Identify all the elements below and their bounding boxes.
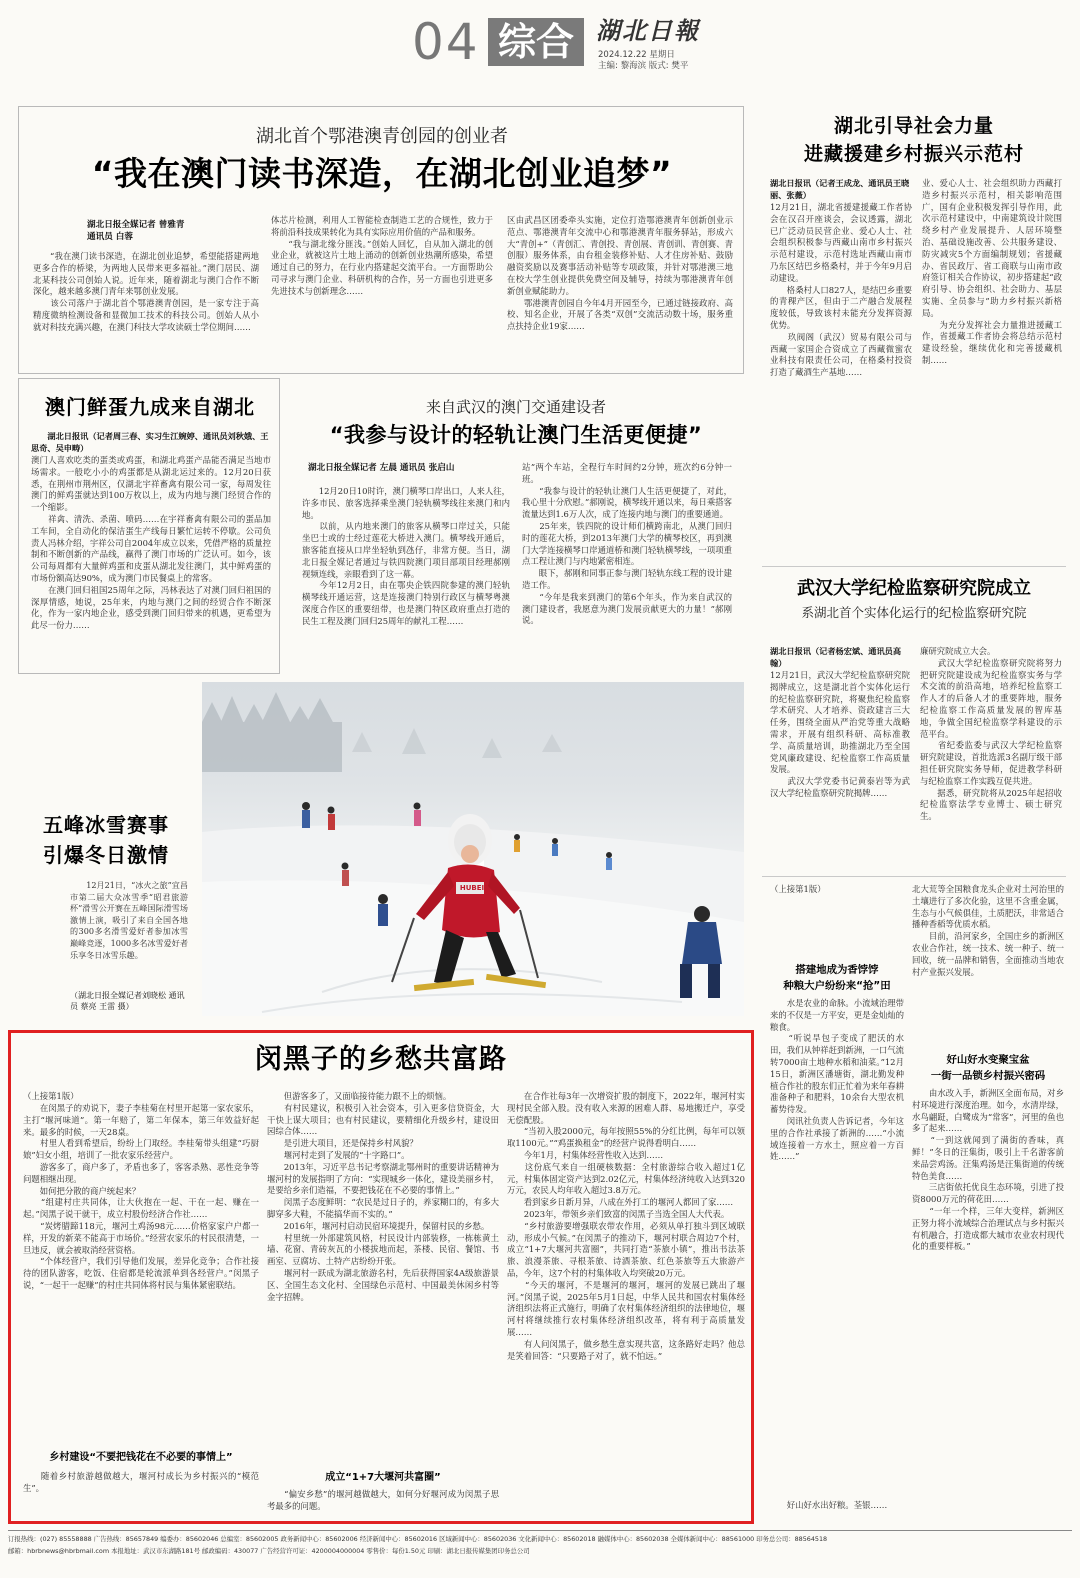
story6-col2: 但游客多了，又面临接待能力跟不上的烦恼。 有村民建议，积极引入社会资本，引入更多信贷资金，大干快上谋大项目；也有村民建议，要精细化升级乡村，建设田园综合体…… 是引进大项目，还是保持乡村风貌？ 堰河村走到了发展的“十字路口”。 2013年，习近平总书记考察湖北鄂州时的重要讲话精神为堰河村的发展指明了方向：“实现城乡一体化，建设美丽乡村，是要给乡亲们造福，不要把钱花在不必要的事情上。” 闵黑子态度鲜明：“农民是过日子的，养家糊口的，有多大脚穿多大鞋，不能搞华而不实的。” 2016年，堰河村启动民宿环境提升，保留村民的乡愁。 村里统一外部建筑风格，村民设计内部装修，一栋栋黄土墙、花窗、青砖灰瓦的小楼拔地而起，茶楼、民宿、餐馆、书画室、豆腐坊、土特产店纷纷开张。 堰河村一跃成为湖北旅游名村，先后获得国家4A级旅游景区、全国生态文化村、全国绿色示范村、中国最美休闲乡村等金字招牌。 [267, 1091, 499, 1302]
story6-col3: 在合作社每3年一次增资扩股的制度下，2022年，堰河村实现村民全部入股。没有收入来源的困难人群、易地搬迁户，享受无偿配股。 “当初入股2000元，每年按照55%的分红比例，每年可以领取1100元。”“鸡蛋换租金”的经营户说得看明白…… 今年1月，村集体经营性收入达到…… 这份底气来自一组硬核数据：全村旅游综合收入超过1亿元，村集体固定资产达到2.02亿元，村集体经济纯收入达到320万元，农民人均年收入超过3.8万元。 看到家乡日新月异，八成在外打工的堰河人都回了家…… 2023年，带领乡亲们致富的闵黑子当选全国人大代表。 “乡村旅游要增强联农带农作用，必须从单打独斗到区域联动，形成小气候。”在闵黑子的推动下，堰河村联合周边7个村，成立“1+7大堰河共富圈”，共同打造“茶旅小镇”，推出书法茶旅、浪漫茶旅、寻根茶旅、诗酒茶旅、红色茶旅等五大旅游产品，今年，这7个村的村集体收入均突破20万元。 “今天的堰河，不是堰河的堰河，堰河的发展已跳出了堰河。”闵黑子说，2025年5月1日起，中华人民共和国农村集体经济组织法将正式施行，明确了农村集体经济组织的法律地位，堰河村将继续推行农村集体经济组织改革，将有利于高质量发展…… 有人问闵黑子，做乡愁生意实现共富，这条路好走吗？他总是笑着回答：“只要路子对了，就不怕远。” [507, 1091, 745, 1361]
footer-rule [8, 1530, 1072, 1531]
story6-col2-subhead: 成立“1+7大堰河共富圈” [325, 1472, 441, 1483]
footer-line-1: 订报热线：(027) 85558888 广告热线：85657849 编委办：85602046 总编室：85602005 政务新闻中心：85602006 经济新闻中心：85602016 区域新闻中心：85602036 文化新闻中心：85602018 融媒体中心：85602038 全媒体新闻中心：88561000 印务总公司：88564518 [8, 1535, 828, 1543]
story3-kicker: 来自武汉的澳门交通建设者 [425, 398, 606, 416]
photo-caption: 12月21日，“冰火之旅”宜昌市第二届大众冰雪季“昭君旅游杯”滑雪公开赛在五峰国际滑雪场激情上演，吸引了来自全国各地的300多名滑雪爱好者参加冰雪巅峰竞逐，1000多名冰雪爱好者乐享冬日冰雪乐趣。 [70, 880, 188, 960]
story5-byline: 湖北日报讯（记者杨宏斌、通讯员高翰） [770, 646, 902, 668]
bib-label: HUBEI [459, 884, 485, 892]
story6-title: 闵黑子的乡愁共富路 [255, 1044, 507, 1075]
footer [0, 1530, 1080, 1578]
story1-col1: “我在澳门读书深造，在湖北创业追梦，希望能搭建两地更多合作的桥梁，为两地人民带来更多福祉。”澳门居民、湖北某科技公司创始人说。近年来，随着湖北与澳门合作不断深化，越来越多澳门青年来鄂创业发展。 该公司落户于湖北首个鄂港澳青创园，是一家专注于高精度微纳检测设备和显微加工技术的科技公司。创始人从小就对科技充满兴趣，在澳门科技大学攻读硕士学位期间…… [33, 251, 259, 332]
story6-col4-tail: 好山好水出好粮。荃银…… [770, 1500, 888, 1510]
story4-title: 湖北引导社会力量 进藏援建乡村振兴示范村 [803, 115, 1024, 165]
story2-title: 澳门鲜蛋九成来自湖北 [45, 395, 255, 419]
story6-continued-marker: （上接第1版） [770, 884, 826, 894]
story6-col4-subhead: 搭建地成为香饽饽 种粮大户纷纷来“抢”田 [783, 964, 891, 992]
editors-line: 主编: 黎海滨 版式: 樊平 [598, 61, 689, 71]
ski-scene [202, 682, 744, 1016]
story5-title: 武汉大学纪检监察研究院成立 [797, 578, 1031, 599]
story4-byline: 湖北日报讯（记者王成龙、通讯员王晓丽、张薇） [770, 178, 910, 200]
story1-col2: 体芯片检测，利用人工智能检查制造工艺的合规性，致力于将前沿科技成果转化为具有实际应用价值的产品和服务。 “我与湖北缘分匪浅。”创始人回忆，自从加入湖北的创业企业，就被这片土地上涌动的创新创业热潮所感染，希望通过自己的努力，在行业内搭建起交流平台。一方面帮助公司寻求与澳门企业、科研机构的合作，另一方面也引进更多先进技术与创新理念…… [271, 215, 493, 296]
story2-byline: 湖北日报讯（记者周三春、实习生江婉婷、通讯员刘秋娥、王思奇、吴申畴） [31, 431, 269, 453]
story1-kicker: 湖北首个鄂港澳青创园的创业者 [256, 126, 508, 147]
story-tibet-rural-revitalization [762, 106, 1066, 564]
story-whu-discipline-institute [762, 570, 1066, 870]
masthead [0, 0, 1080, 100]
story5-subtitle: 系湖北首个实体化运行的纪检监察研究院 [801, 605, 1027, 620]
photo-story-title: 五峰冰雪赛事 引爆冬日激情 [43, 813, 169, 867]
story6-col1: 在闵黑子的劝说下，妻子李桂菊在村里开起第一家农家乐，主打“堰河味道”。第一年赔了，第二年保本，第三年效益好起来。最多的时候，一天28桌。 村里人看到希望后，纷纷上门取经。李桂菊带头组建“巧厨娘”妇女小组，培训了一批农家乐经营户。 游客多了，商户多了，矛盾也多了，客客杀熟、恶性竞争等问题相继出现。 如何把分散的商户统起来？ “组建村庄共同体，让大伙抱在一起、干在一起、赚在一起。”闵黑子说干就干，成立村股份经济合作社…… “炭烤腊蹄118元，堰河土鸡汤98元……价格家家户户都一样，开发的新菜不能高于市场价。”经营农家乐的村民很清楚，一旦违反，就会被取消经营资格。 “个体经营户，我们引导他们发展，差异化竞争；合作社接待的团队游客，吃饭、住宿都是轮流派单到各经营户。”闵黑子说，“一起干一起赚”的村庄共同体将村民与集体紧密联结。 [23, 1103, 259, 1290]
story5-col2: 廉研究院成立大会。 武汉大学纪检监察研究院将努力把研究院建设成为纪检监察实务与学术交流的前沿高地，培养纪检监察工作人才的后备人才的重要阵地，服务纪检监察工作高质量发展的智库基地，争做全国纪检监察学科建设的示范平台。 省纪委监委与武汉大学纪检监察研究院建设，首批选派3名副厅级干部担任研究院实务导师，促进教学科研与纪检监察工作实践互促共进。 据悉，研究院将从2025年起招收纪检监察法学专业博士、硕士研究生。 [920, 646, 1062, 822]
story3-byline: 湖北日报全媒记者 左晨 通讯员 张启山 [308, 463, 455, 473]
story6-col5-body: 由水改入手，新洲区全面布局，对乡村环境进行深度治理。如今，水清岸绿，水鸟翩跹，白鹭成为“常客”，河里的鱼也多了起来…… “一到这就闻到了满街的香味，真鲜！”冬日的汪集街，吸引上千名游客前来品尝鸡汤。汪集鸡汤是汪集街道的传统特色美食…… 三店街依托优良生态环境，引进了投资8000万元的荷花田…… “一年一个样，三年大变样，新洲区正努力将小流域综合治理试点与乡村振兴有机融合，打造成都大城市农业农村现代化的重要样板。” [912, 1088, 1064, 1252]
story5-col1: 12月21日，武汉大学纪检监察研究院揭牌成立，这是湖北首个实体化运行的纪检监察研究院，将聚焦纪检监察学术研究、人才培养、资政建言三大任务，围绕全面从严治党等重大战略需求，开展有组织科研、高标准教学、高质量培训，助推湖北乃至全国党风廉政建设、纪检监察工作高质量发展。 武汉大学党委书记黄泰岩等为武汉大学纪检监察研究院揭牌…… [770, 670, 910, 798]
story3-col1: 12月20日10时许，澳门横琴口岸出口，人来人往，许多市民、旅客选择乘坐澳门轻轨横琴线往来澳门和内地。 以前，从内地来澳门的旅客从横琴口岸过关，只能坐巴士或的士经过莲花大桥进入澳门。横琴线开通后，旅客能直接从口岸坐轻轨到氹仔，非常方便。当日，湖北日报全媒记者通过与铁四院澳门项目部项目经理郝刚视频连线，亲眼看到了这一幕。 今年12月2日，由在鄂央企铁四院参建的澳门轻轨横琴线开通运营，这是连接澳门特别行政区与横琴粤澳深度合作区的重要纽带，也是澳门特区政府重点打造的民生工程及澳门回归25周年的献礼工程…… [302, 486, 510, 626]
story2-body: 澳门人喜欢吃类的蛋类或鸡蛋，和湖北鸡蛋产品能否满足当地市场需求。一般吃小小的鸡蛋都是从湖北运过来的。12月20日获悉，在荆州市荆州区，仅湖北宇祥畜禽有限公司一家，每周发往澳门的鲜鸡蛋就达到100万枚以上，成为内地与澳门经贸合作的一个缩影。 祥禽、清洗、杀菌、喷码……在宇祥畜禽有限公司的蛋品加工车间，全自动化的保洁蛋生产线每日繁忙运转不停歇。公司负责人冯林介绍，宇祥公司自2004年成立以来，凭借严格的质量控制和不断创新的产品线，赢得了澳门市场的广泛认可。如今，该公司每周都有大量鲜鸡蛋和皮蛋从湖北发往澳门，其中鲜鸡蛋的市场份额高达90%，成为澳门市民餐桌上的常客。 在澳门回归祖国25周年之际，冯林表达了对澳门回归祖国的深厚情感，她说，25年来，内地与澳门之间的经贸合作不断深化，作为一家内地企业，感受到澳门回归带来的机遇，更希望为此尽一份力…… [31, 455, 271, 631]
footer-line-2: 邮箱：hbrbnews@hbrbmail.com 本报地址：武汉市东湖路181号 邮政编码：430077 广告经营许可证：4200004000004 零售价：每份1.50元 印刷：湖北日报传媒集团印务总公司 [8, 1547, 530, 1555]
page-number: 04 [412, 13, 480, 71]
story4-col1: 12月21日，湖北省援建援藏工作者协会在汉召开座谈会，会议透露，湖北已广泛动员民营企业、爱心人士、社会组织积极参与西藏山南市乡村振兴示范村建设，示范村选址西藏山南市乃东区结巴乡格桑村，并于今年9月启动建设。 格桑村人口827人，是结巴乡重要的青稞产区，但由于二产融合发展程度较低，导致该村未能充分发挥资源优势。 玖阀阁（武汉）贸易有限公司与西藏一家国企合资成立了西藏微蜜农业科技有限责任公司，在格桑村投资打造了藏酒生产基地…… [770, 202, 912, 378]
story-macau-eggs [18, 378, 280, 674]
photo-story-ski [18, 682, 744, 1022]
story6-col4-body: 水是农业的命脉。小流域治理带来的不仅是一方平安，更是金灿灿的粮食。 “听说旱包子变成了肥沃的水田，我们从钟祥赶到新洲，一口气流转7000亩土地种水稻和油菜。”12月15日，新洲区潘塘街，湖北勤发种植合作社的股东们正忙着为来年春耕准备种子和肥料，10余台大型农机蓄势待发。 闵讯社负责人告诉记者，今年这里的合作社承接了新洲的……“小流域连接着一方水土，照应着一方百姓……” [770, 998, 904, 1162]
story6-col2-tail: “偏安乡愁”的堰河越做越大，如何分好堰河成为闵黑子思考最多的问题。 [267, 1489, 499, 1511]
section-name: 综合 [497, 20, 574, 64]
story6-col5-subhead: 好山好水变聚宝盆 一街一品锁乡村振兴密码 [930, 1054, 1046, 1082]
story-macau-light-rail [288, 378, 744, 674]
story6-col1-subhead: 乡村建设“不要把钱花在不必要的事情上” [49, 1452, 233, 1463]
story-min-heizi-common-prosperity [8, 1030, 754, 1524]
story3-col2: 站”两个车站，全程行车时间约2分钟，班次约6分钟一班。 “我参与设计的轻轨让澳门人生活更便捷了，对此，我心里十分欣慰。”郝刚说，横琴线开通以来，每日乘搭客流量达到1.6万人次，成了连接内地与澳门的重要通道。 25年来，铁四院的设计师们横跨南北，从澳门回归时的莲花大桥，到2013年澳门大学的横琴校区，再到澳门大学连接横琴口岸通道桥和澳门轻轨横琴线，一项项重点工程让澳门与内地紧密相连。 眼下，郝刚和同事正参与澳门轻轨东线工程的设计建造工作。 “今年是我来到澳门的第6个年头，作为来自武汉的澳门建设者，我愿意为澳门发展贡献更大的力量！”郝刚说。 [522, 462, 732, 626]
divider [762, 566, 1066, 567]
story-macau-student-entrepreneur [18, 106, 744, 374]
story1-title: “我在澳门读书深造，在湖北创业追梦” [91, 154, 673, 193]
story6-col1-tail: 随着乡村旅游越做越大，堰河村成长为乡村振兴的“模范生”。 [23, 1471, 259, 1493]
divider [762, 876, 1066, 877]
story6-col1-head: （上接第1版） [23, 1091, 79, 1101]
photo-credit: （湖北日报全媒记者刘晓松 通讯员 蔡亮 王雷 摄） [70, 991, 185, 1012]
story3-title: “我参与设计的轻轨让澳门生活更便捷” [329, 423, 703, 447]
story1-byline: 湖北日报全媒记者 曾雅青 通讯员 白蓉 [87, 220, 185, 242]
paper-logo: 湖北日報 [596, 16, 700, 45]
issue-date: 2024.12.22 星期日 [598, 50, 675, 60]
story1-col3: 区由武昌区团委牵头实施，定位打造鄂港澳青年创新创业示范点、鄂港澳青年交流中心和鄂港澳青年服务驿站，形成六大“青创+”（青创汇、青创投、青创展、青创训、青创赛、青创服）服务体系，由台租金装修补贴、人才住房补贴、鼓励融资奖励以及赛事活动补贴等专项政策，并针对鄂港澳三地在校大学生创业提供免费空间及辅导，持续为鄂港澳青年创新创业赋能助力。 鄂港澳青创园自今年4月开园至今，已通过链接政府、高校、知名企业，开展了各类“双创”交流活动数十场，服务重点扶持企业19家…… [507, 215, 733, 332]
story4-col2: 业、爱心人士、社会组织助力西藏打造乡村振兴示范村，相关影响范围广，国有企业积极发挥引导作用，此次示范村建设中，中南建筑设计院围绕乡村产业发展提升、人居环境整治、基础设施改善、公共服务建设、防灾减灾5个方面编制规划；省援藏办、省民政厅、省工商联与山南市政府签订相关合作协议，初步搭建起“政府引导、协会组织、社会助力、基层实施、全员参与”助力乡村振兴新格局。 为充分发挥社会力量推进援藏工作，省援藏工作者协会将总结示范村建设经验，继续优化和完善援藏机制…… [922, 178, 1062, 365]
story6-col4-top: 北大荒等全国粮食龙头企业对土河治里的土壤进行了多次化验，这里不含重金属，生态与小气候俱佳，土质肥沃，非常适合播种香稻等优质水稻。 目前，沿河家乡，全国庄乡的新洲区农业合作社，统一技术、统一种子、统一回收，统一品牌和销售，全面推动当地农村产业振兴发展。 [912, 884, 1064, 977]
ski-photo [202, 682, 744, 1016]
story6-right-continuation [762, 880, 1066, 1520]
